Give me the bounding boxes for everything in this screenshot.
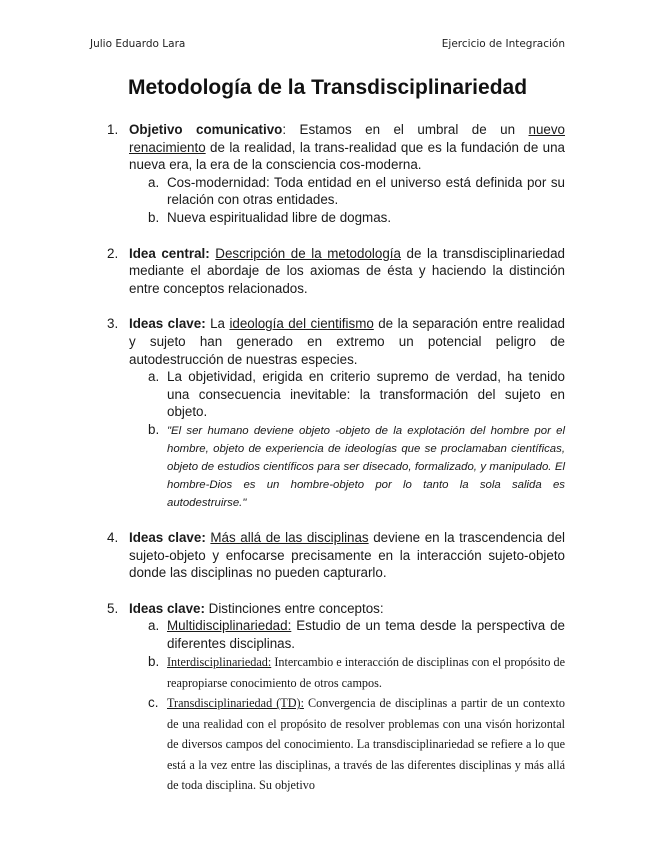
item-underlined-text: Más allá de las disciplinas xyxy=(210,529,369,545)
sub-letter: a. xyxy=(148,618,160,634)
list-item-2 xyxy=(107,245,565,298)
item-number: 4. xyxy=(107,529,119,545)
sub-letter: b. xyxy=(148,209,160,225)
item-text: de la separación entre realidad y sujeto han generado en extremo un potencial peligro de autodestrucción de nuestras especies. xyxy=(129,316,565,367)
item-label: Ideas clave: xyxy=(129,529,206,545)
item-number: 5. xyxy=(107,600,119,616)
item-label: Objetivo comunicativo xyxy=(129,122,283,137)
list-item-3 xyxy=(107,315,565,368)
item-underlined-text: ideología del cientifismo xyxy=(229,316,374,332)
item-underlined-text: nuevo renacimiento xyxy=(129,122,565,155)
sub-term: Transdisciplinariedad (TD): xyxy=(167,696,304,711)
sub-term: Interdisciplinariedad: xyxy=(167,655,272,670)
sub-item-5c xyxy=(148,693,565,795)
sub-letter: b. xyxy=(148,421,160,437)
item-label: Ideas clave: xyxy=(129,316,206,332)
item-text: : Estamos en el umbral de un xyxy=(282,122,529,137)
sub-item-1b xyxy=(148,209,565,227)
item-text: de la realidad, la trans-realidad que es la fundación de una nueva era, la era de la consciencia cos-moderna. xyxy=(129,139,565,173)
sub-text: Nueva espiritualidad libre de dogmas. xyxy=(167,209,392,225)
sub-item-3a xyxy=(148,368,565,421)
document-title: Metodología de la Transdisciplinariedad xyxy=(127,76,528,99)
sub-letter: a. xyxy=(148,369,160,385)
sub-letter: a. xyxy=(148,174,160,190)
item-number: 1. xyxy=(107,122,119,137)
item-label: Ideas clave: xyxy=(129,600,205,616)
sub-item-3b xyxy=(148,421,565,511)
item-number: 2. xyxy=(107,245,119,261)
sub-item-5a xyxy=(148,617,565,652)
item-text: de la transdisciplinariedad mediante el abordaje de los axiomas de ésta y haciendo la distinción entre conceptos relacionados. xyxy=(129,245,565,296)
sub-quote-text: "El ser humano deviene objeto -objeto de la explotación del hombre por el hombre, objeto de experiencia de ideologías que se proclamaban científicas, objeto de estudios científicos para ser disecado, formalizado, y manipulado. El hombre-Dios es un hombre-objeto por lo tanto la sola salida es autodestruirse." xyxy=(167,424,565,509)
item-text: deviene en la trascendencia del sujeto-objeto y enfocarse precisamente en la interacción sujeto-objeto donde las disciplinas no pueden capturarlo. xyxy=(129,529,565,581)
sub-text: Estudio de un tema desde la perspectiva de diferentes disciplinas. xyxy=(167,618,565,651)
item-text: Distinciones entre conceptos: xyxy=(204,600,384,616)
item-number: 3. xyxy=(107,316,119,332)
header-course: Ejercicio de Integración xyxy=(441,38,565,50)
list-item-4 xyxy=(107,529,565,582)
page-header xyxy=(90,38,565,54)
document-body xyxy=(0,121,655,795)
sub-text: Convergencia de disciplinas a partir de un contexto de una realidad con el propósito de resolver problemas con una visón horizontal de diversos campos del conocimiento. La transdisciplinariedad se refiere a lo que está a la vez entre las disciplinas, a través de las diferentes disciplinas y más allá de toda disciplina. Su objetivo xyxy=(167,696,565,792)
sub-letter: c. xyxy=(148,695,159,711)
item-underlined-text: Descripción de la metodología xyxy=(215,245,401,261)
sub-text: La objetividad, erigida en criterio supremo de verdad, ha tenido una consecuencia inevitable: la transformación del sujeto en objeto. xyxy=(167,369,565,420)
list-item-5 xyxy=(107,600,565,618)
list-item-1 xyxy=(107,121,565,174)
sub-item-5b xyxy=(148,652,565,693)
sub-text: Intercambio e interacción de disciplinas con el propósito de reapropiarse conocimiento de otros campos. xyxy=(167,655,565,690)
sub-term: Multidisciplinariedad: xyxy=(167,618,292,634)
item-text: La xyxy=(205,316,230,332)
item-label: Idea central: xyxy=(129,245,210,261)
header-author: Julio Eduardo Lara xyxy=(90,38,186,50)
sub-item-1a xyxy=(148,174,565,209)
sub-letter: b. xyxy=(148,654,160,670)
sub-text: Cos-modernidad: Toda entidad en el universo está definida por su relación con otras entidades. xyxy=(167,174,565,208)
